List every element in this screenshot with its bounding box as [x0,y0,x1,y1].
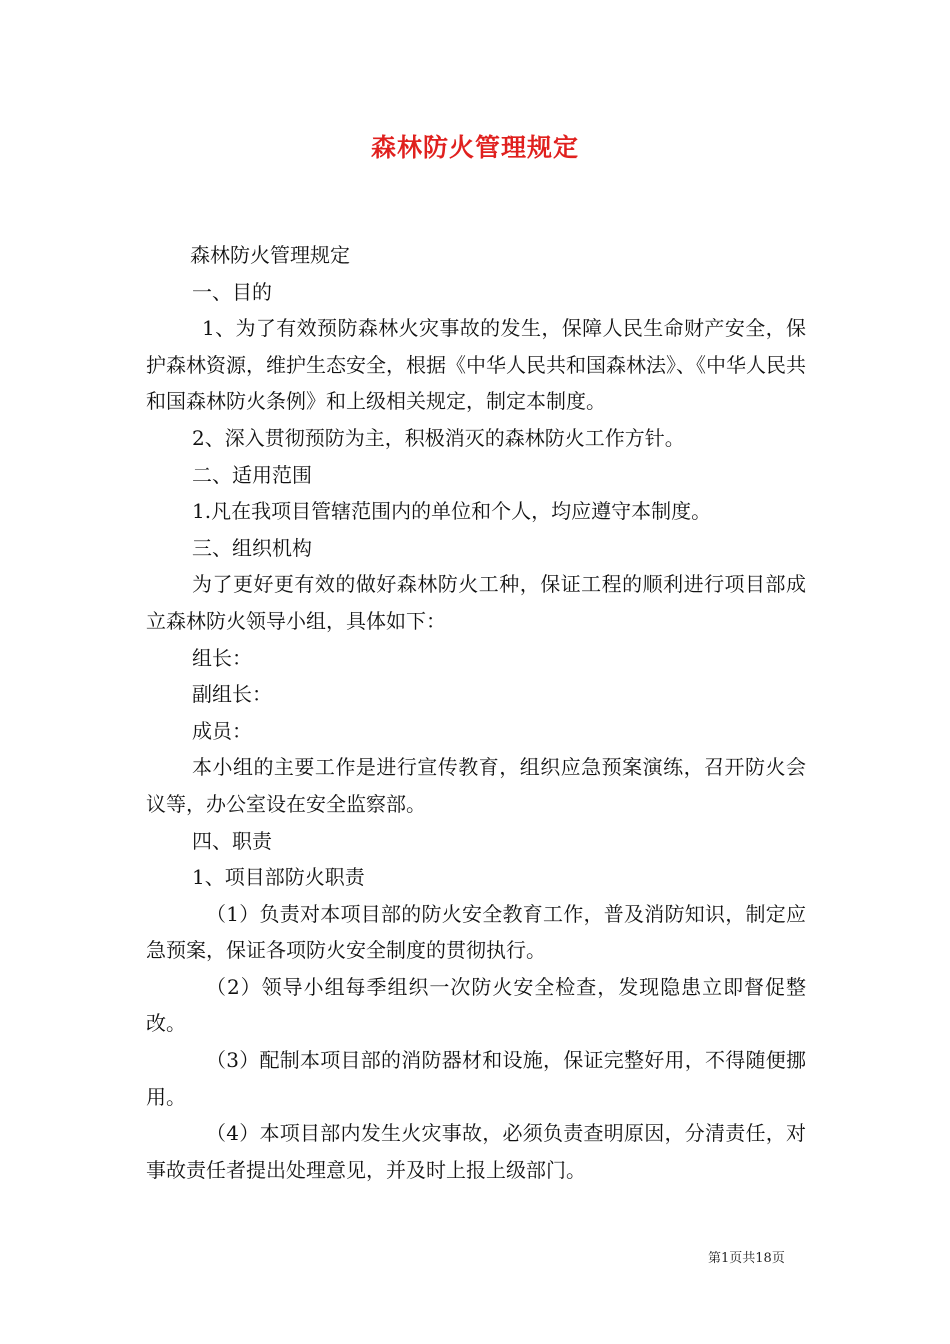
section-heading-organization: 三、组织机构 [192,535,312,560]
document-title: 森林防火管理规定 [370,133,579,162]
paragraph-purpose-2: 2、深入贯彻预防为主，积极消灭的森林防火工作方针。 [192,425,685,450]
page-number-footer: 第1页共18页 [708,1251,785,1266]
paragraph-members: 成员： [192,718,252,743]
paragraph-leader: 组长： [192,645,252,670]
paragraph-duty-3: （3）配制本项目部的消防器材和设施，保证完整好用，不得随便挪用。 [146,1048,806,1109]
paragraph-duty-4: （4）本项目部内发生火灾事故，必须负责查明原因，分清责任，对事故责任者提出处理意见，并及时上报上级部门。 [146,1121,806,1182]
paragraph-organization: 为了更好更有效的做好森林防火工种，保证工程的顺利进行项目部成立森林防火领导小组，具体如下： [146,572,806,633]
section-heading-duties: 四、职责 [192,828,272,853]
paragraph-group-work: 本小组的主要工作是进行宣传教育，组织应急预案演练，召开防火会议等，办公室设在安全监察部。 [146,755,806,816]
paragraph-purpose-1: 1、为了有效预防森林火灾事故的发生，保障人民生命财产安全，保护森林资源，维护生态安全，根据《中华人民共和国森林法》、《中华人民共和国森林防火条例》和上级相关规定，制定本制度。 [146,316,806,414]
paragraph-deputy-leader: 副组长： [192,682,272,707]
section-heading-scope: 二、适用范围 [192,462,312,487]
document-body [146,237,806,1188]
paragraph-scope-1: 1.凡在我项目管辖范围内的单位和个人，均应遵守本制度。 [192,499,712,524]
paragraph-project-duties: 1、项目部防火职责 [192,865,365,890]
paragraph-subtitle: 森林防火管理规定 [190,243,350,267]
paragraph-duty-2: （2）领导小组每季组织一次防火安全检查，发现隐患立即督促整改。 [146,974,806,1036]
paragraph-duty-1: （1）负责对本项目部的防火安全教育工作，普及消防知识，制定应急预案，保证各项防火安全制度的贯彻执行。 [146,901,806,963]
section-heading-purpose: 一、目的 [192,279,272,304]
